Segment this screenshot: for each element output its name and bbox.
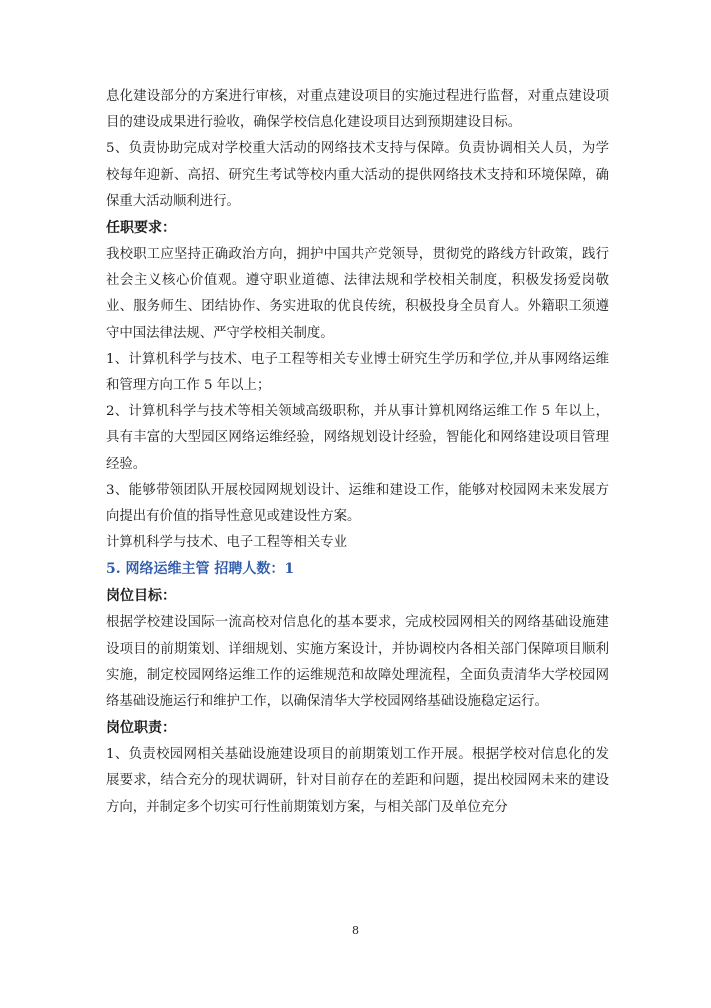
paragraph-duty-5: 5、负责协助完成对学校重大活动的网络技术支持与保障。负责协调相关人员，为学校每年迎新、高招、研究生考试等校内重大活动的提供网络技术支持和环境保障，确保重大活动顺利进行。: [106, 141, 609, 209]
paragraph-goal: 根据学校建设国际一流高校对信息化的基本要求，完成校园网相关的网络基础设施建设项目的前期策划、详细规划、实施方案设计，并协调校内各相关部门保障项目顺利实施，制定校园网络运维工作的运维规范和故障处理流程，全面负责清华大学校园网络基础设施运行和维护工作，以确保清华大学校园网络基础设施稳定运行。: [106, 615, 609, 710]
paragraph-continuation: 息化建设部分的方案进行审核，对重点建设项目的实施过程进行监督，对重点建设项目的建设成果进行验收，确保学校信息化建设项目达到预期建设目标。: [106, 89, 609, 131]
paragraph-requirement-1: 1、计算机科学与技术、电子工程等相关专业博士研究生学历和学位,并从事网络运维和管理方向工作 5 年以上；: [106, 351, 609, 394]
paragraph-requirements-intro: 我校职工应坚持正确政治方向，拥护中国共产党领导，贯彻党的路线方针政策，践行社会主义核心价值观。遵守职业道德、法律法规和学校相关制度，积极发扬爱岗敬业、服务师生、团结协作、务实进取的优良传统，积极投身全员育人。外籍职工须遵守中国法律法规、严守学校相关制度。: [106, 247, 609, 341]
paragraph-major: 计算机科学与技术、电子工程等相关专业: [106, 535, 348, 551]
goal-heading: 岗位目标：: [106, 588, 176, 605]
paragraph-duty-1: 1、负责校园网相关基础设施建设项目的前期策划工作开展。根据学校对信息化的发展要求，结合充分的现状调研，针对目前存在的差距和问题，提出校园网未来的建设方向，并制定多个切实可行性前期策划方案，与相关部门及单位充分: [106, 747, 609, 815]
paragraph-requirement-2: 2、计算机科学与技术等相关领域高级职称，并从事计算机网络运维工作 5 年以上，具有丰富的大型园区网络运维经验，网络规划设计经验，智能化和网络建设项目管理经验。: [106, 404, 609, 472]
page-number: 8: [352, 924, 359, 937]
section-title: 5. 网络运维主管 招聘人数：1: [106, 561, 295, 578]
duties-heading: 岗位职责：: [106, 720, 176, 737]
document-body: [106, 84, 609, 821]
paragraph-requirement-3: 3、能够带领团队开展校园网规划设计、运维和建设工作，能够对校园网未来发展方向提出有价值的指导性意见或建设性方案。: [106, 482, 609, 525]
requirements-heading: 任职要求：: [106, 220, 176, 237]
